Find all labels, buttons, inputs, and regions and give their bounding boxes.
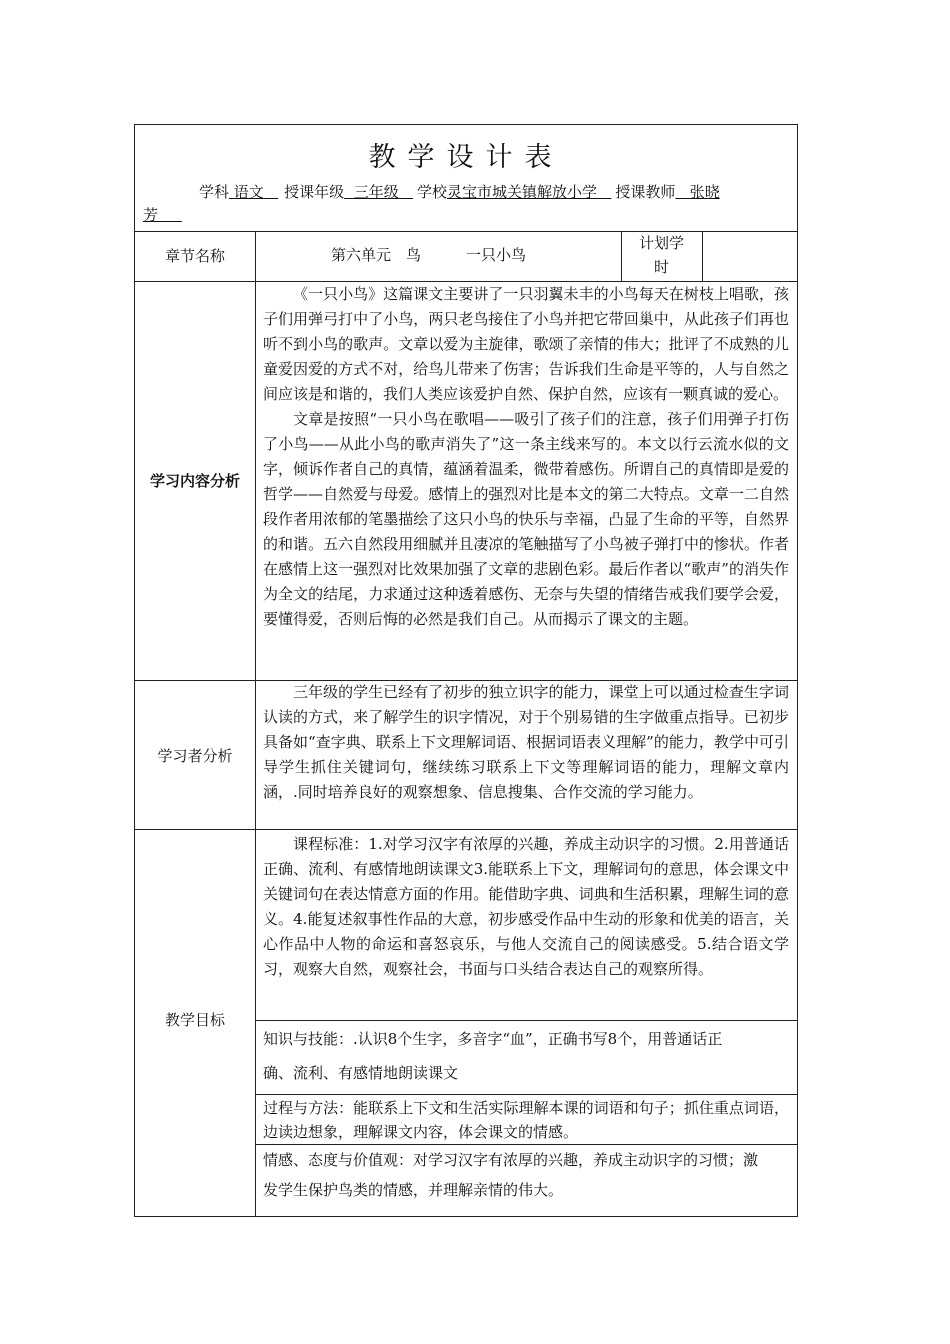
content-analysis-p1: 《一只小鸟》这篇课文主要讲了一只羽翼未丰的小鸟每天在树枝上唱歌，孩子们用弹弓打中了小鸟，两只老鸟接住了小鸟并把它带回巢中，从此孩子们再也听不到小鸟的歌声。文章以爱为主旋律，歌颂了亲情的伟大；批评了不成熟的儿童爱因爱的方式不对，给鸟儿带来了伤害；告诉我们生命是平等的，人与自然之间应该是和谐的，我们人类应该爱护自然、保护自然，应该有一颗真诚的爱心。 bbox=[263, 285, 789, 403]
objectives-label: 教学目标 bbox=[164, 1011, 225, 1029]
objectives-standard: 课程标准：1.对学习汉字有浓厚的兴趣，养成主动识字的习惯。2.用普通话正确、流利、有感情地朗读课文3.能联系上下文，理解词句的意思，体会课文中关键词句在表达情意方面的作用。能借助字典、词典和生活积累，理解生词的意义。4.能复述叙事性作品的大意，初步感受作品中生动的形象和优美的语言，关心作品中人物的命运和喜怒哀乐，与他人交流自己的阅读感受。5.结合语文学习，观察大自然，观察社会，书面与口头结合表达自己的观察所得。 bbox=[263, 835, 789, 978]
page-title: 教学设计表 bbox=[368, 142, 564, 173]
grade-value: 三年级 bbox=[353, 183, 399, 201]
column-divider bbox=[702, 231, 703, 281]
column-divider bbox=[255, 231, 256, 1217]
content-analysis-label: 学习内容分析 bbox=[149, 472, 240, 490]
teacher-label: 授课教师 bbox=[615, 183, 676, 201]
content-analysis-text bbox=[263, 282, 789, 632]
objectives-knowledge: 知识与技能：.认识8个生字，多音字“血”，正确书写8个，用普通话正 确、流利、有感情地朗读课文 bbox=[263, 1030, 723, 1082]
grade-label: 授课年级 bbox=[284, 183, 345, 201]
lesson-design-table bbox=[134, 124, 798, 1217]
planned-hours-label: 计划学 时 bbox=[638, 234, 684, 276]
row-divider bbox=[255, 1094, 797, 1095]
content-analysis-p2: 文章是按照“一只小鸟在歌唱——吸引了孩子们的注意，孩子们用弹子打伤了小鸟——从此小鸟的歌声消失了”这一条主线来写的。本文以行云流水似的文字，倾诉作者自己的真情，蕴涵着温柔，微带着感伤。所谓自己的真情即是爱的哲学——自然爱与母爱。感情上的强烈对比是本文的第二大特点。文章一二自然段作者用浓郁的笔墨描绘了这只小鸟的快乐与幸福，凸显了生命的平等，自然界的和谐。五六自然段用细腻并且凄凉的笔触描写了小鸟被子弹打中的惨状。作者在感情上这一强烈对比效果加强了文章的悲剧色彩。最后作者以“歌声”的消失作为全文的结尾，力求通过这种透着感伤、无奈与失望的情绪告戒我们要学会爱，要懂得爱，否则后悔的必然是我们自己。从而揭示了课文的主题。 bbox=[263, 410, 789, 628]
chapter-label: 章节名称 bbox=[164, 247, 225, 265]
chapter-value: 第六单元 鸟 一只小鸟 bbox=[331, 246, 527, 264]
subject-value: 语文 bbox=[233, 183, 264, 201]
row-divider bbox=[135, 829, 797, 830]
learner-analysis-label: 学习者分析 bbox=[157, 747, 233, 765]
objectives-process: 过程与方法：能联系上下文和生活实际理解本课的词语和句子；抓住重点词语，边读边想象，理解课文内容，体会课文的情感。 bbox=[263, 1099, 789, 1141]
learner-analysis-p1: 三年级的学生已经有了初步的独立识字的能力，课堂上可以通过检查生字词认读的方式，来了解学生的识字情况，对于个别易错的生字做重点指导。已初步具备如“查字典、联系上下文理解词语、根据词语表义理解”的能力，教学中可引导学生抓住关键词句，继续练习联系上下文等理解词语的能力，理解文章内涵，.同时培养良好的观察想象、信息搜集、合作交流的学习能力。 bbox=[263, 683, 789, 801]
teacher-value-cont: 芳 bbox=[143, 206, 159, 224]
school-label: 学校 bbox=[417, 183, 448, 201]
school-value: 灵宝市城关镇解放小学 bbox=[447, 183, 598, 201]
learner-analysis-text bbox=[263, 680, 789, 805]
subject-label: 学科 bbox=[199, 183, 230, 201]
row-divider bbox=[255, 1020, 797, 1021]
header-info bbox=[143, 181, 789, 227]
objectives-emotion: 情感、态度与价值观：对学习汉字有浓厚的兴趣，养成主动识字的习惯；激 发学生保护鸟类的情感，并理解亲情的伟大。 bbox=[263, 1151, 759, 1199]
teacher-value: 张晓 bbox=[689, 183, 720, 201]
